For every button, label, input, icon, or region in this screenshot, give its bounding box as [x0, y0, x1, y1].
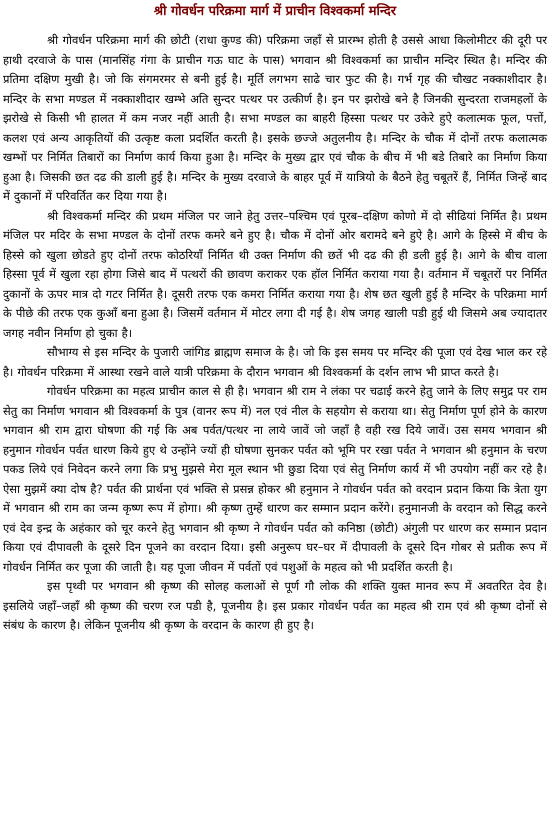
paragraph-first-floor: श्री विश्वकर्मा मन्दिर की प्रथम मंजिल पर जाने हेतु उत्तर–पश्चिम एवं पूरब–दक्षिण कोणो में दो सीढियां निर्मित है। प्रथम मंजिल पर मदिर के सभा मण्डल के दोनों तरफ कमरे बने हुए है। चौक में दोनों ओर बरामदे बने हुऐ है। आगे के हिस्से में बीच के हिस्से को खुला छोडते हुए दोनों तरफ कोठरियाँ निर्मित थी उक्त निर्माण की छतें भी दढ की ही डली हुई है। आगे के बीच वाला हिस्सा पूर्व में खुला रहा होगा जिसे बाद में पत्थरों की छावण कराकर एक हॉल निर्मित कराया गया है। वर्तमान में चबूतरों पर निर्मित दुकानों के ऊपर मात्र दो गटर निर्मित है। दूसरी तरफ एक कमरा निर्मित कराया गया है। शेष छत खुली हुई है मन्दिर के परिक्रमा मार्ग के पीछे की तरफ एक कुआँ बना हुआ है। जिसमें वर्तमान में मोटर लगा दी गई है। शेष जगह खाली पडी हुई थी जिसमे अब ज्यादातर जगह नवीन निर्माण हो चुका है।	[3, 208, 547, 340]
document-title: श्री गोवर्धन परिक्रमा मार्ग में प्राचीन विश्वकर्मा मन्दिर	[153, 4, 397, 19]
paragraph-krishna-significance: इस पृथ्वी पर भगवान श्री कृष्ण की सोलह कलाओं से पूर्ण गौ लोक की शक्ति युक्त मानव रूप में अवतरित देव है। इसलिये जहाँ–जहाँ श्री कृष्ण की चरण रज पडी है, पूजनीय है। इस प्रकार गोवर्धन पर्वत का महत्व श्री राम एवं श्री कृष्ण दोनों से संबंध के कारण है। लेकिन पूजनीय श्री कृष्ण के वरदान के कारण ही हुए है।	[3, 579, 547, 632]
paragraph-priests: सौभाग्य से इस मन्दिर के पुजारी जांगिड ब्राह्मण समाज के है। जो कि इस समय पर मन्दिर की पूजा एवं देख भाल कर रहे है। गोवर्धन परिक्रमा में आस्था रखने वाले यात्री परिक्रमा के दौरान भगवान श्री विश्वकर्मा के दर्शन लाभ भी प्राप्त करते है।	[3, 345, 547, 379]
paragraph-govardhan-legend: गोवर्धन परिक्रमा का महत्व प्राचीन काल से ही है। भगवान श्री राम ने लंका पर चढाई करने हेतु जाने के लिए समुद्र पर राम सेतु का निर्माण भगवान श्री विश्वकर्मा के पुत्र (वानर रूप में) नल एवं नील के सहयोग से कराया था। सेतु निर्माण पूर्ण होने के कारण भगवान श्री राम द्वारा घोषणा की गई कि अब पर्वत/पत्थर ना लाये जावें जो जहाँ है वही रख दिये जावें। उस समय भगवान श्री हनुमान गोवर्धन पर्वत धारण किये हुए थे उन्होंने ज्यों ही घोषणा सुनकर पर्वत को भूमि पर रखा पर्वत ने भगवान श्री हनुमान के चरण पकड लिये एवं निवेदन करने लगा कि प्रभु मुझसे मेरा मूल स्थान भी छुडा दिया एवं सेतु निर्माण कार्य में भी उपयोग नहीं कर रहे है। ऐसा मुझमें क्या दोष है? पर्वत की प्रार्थना एवं भक्ति से प्रसन्न होकर श्री हनुमान ने गोवर्धन पर्वत को वरदान प्रदान किया कि त्रेता युग में भगवान श्री राम का जन्म कृष्ण रूप में होगा। श्री कृष्ण तुम्हें धारण कर सम्मान प्रदान करेंगे। हनुमानजी के वरदान को सिद्ध करने एवं देव इन्द्र के अहंकार को चूर करने हेतु भगवान श्री कृष्ण ने गोवर्धन पर्वत को कनिष्ठा (छोटी) अंगुली पर धारण कर सम्मान प्रदान किया एवं दीपावली के दूसरे दिन पूजने का वरदान दिया। इसी अनुरूप घर–घर में दीपावली के दूसरे दिन गोबर से प्रतीक रूप में गोवर्धन निर्मित कर पूजा की जाती है। यह पूजा जीवन में पर्वतों एवं पशुओं के महत्व को भी प्रदर्शित करती है।	[3, 384, 547, 574]
paragraph-temple-location: श्री गोवर्धन परिक्रमा मार्ग की छोटी (राधा कुण्ड की) परिक्रमा जहाँ से प्रारम्भ होती है उससे आधा किलोमीटर की दूरी पर हाथी दरवाजे के पास (मानसिंह गंगा के प्राचीन गऊ घाट के पास) भगवान श्री विश्वकर्मा का प्राचीन मन्दिर स्थित है। मन्दिर की प्रतिमा दक्षिण मुखी है। जो कि संगमरमर से बनी हुई है। मूर्ति लगभग साढे चार फुट की है। गर्भ गृह की चौखट नक्काशीदार है। मन्दिर के सभा मण्डल में नक्काशीदार खम्भे अति सुन्दर पत्थर पर उत्कीर्ण है। इन पर झरोखे बने है जिनकी सुन्दरता राजमहलों के झरोखे से किसी भी हालत में कम नजर नहीं आती है। सभा मण्डल का बाहरी हिस्सा पत्थर पर उकेरे हुऐ कलात्मक फूल, पत्तों, कलश एवं अन्य आकृतियों की उत्कृष्ट कला प्रदर्शित करती है। इसके छज्जे अतुलनीय है। मन्दिर के चौक में दोनों तरफ कलात्मक खम्भों पर निर्मित तिबारों का निर्माण कार्य किया हुआ है। मन्दिर के मुख्य द्वार एवं चौक के बीच में भी बडे तिबारे का निर्माण किया हुआ है। जिसकी छत दढ की डाली हुई है। मन्दिर के मुख्य दरवाजे के बाहर पूर्व में यात्रियो के बैठने हेतु चबूतरें हैं, निर्मित जिन्हें बाद में दुकानों में परिवर्तित कर दिया गया है।	[3, 33, 547, 203]
